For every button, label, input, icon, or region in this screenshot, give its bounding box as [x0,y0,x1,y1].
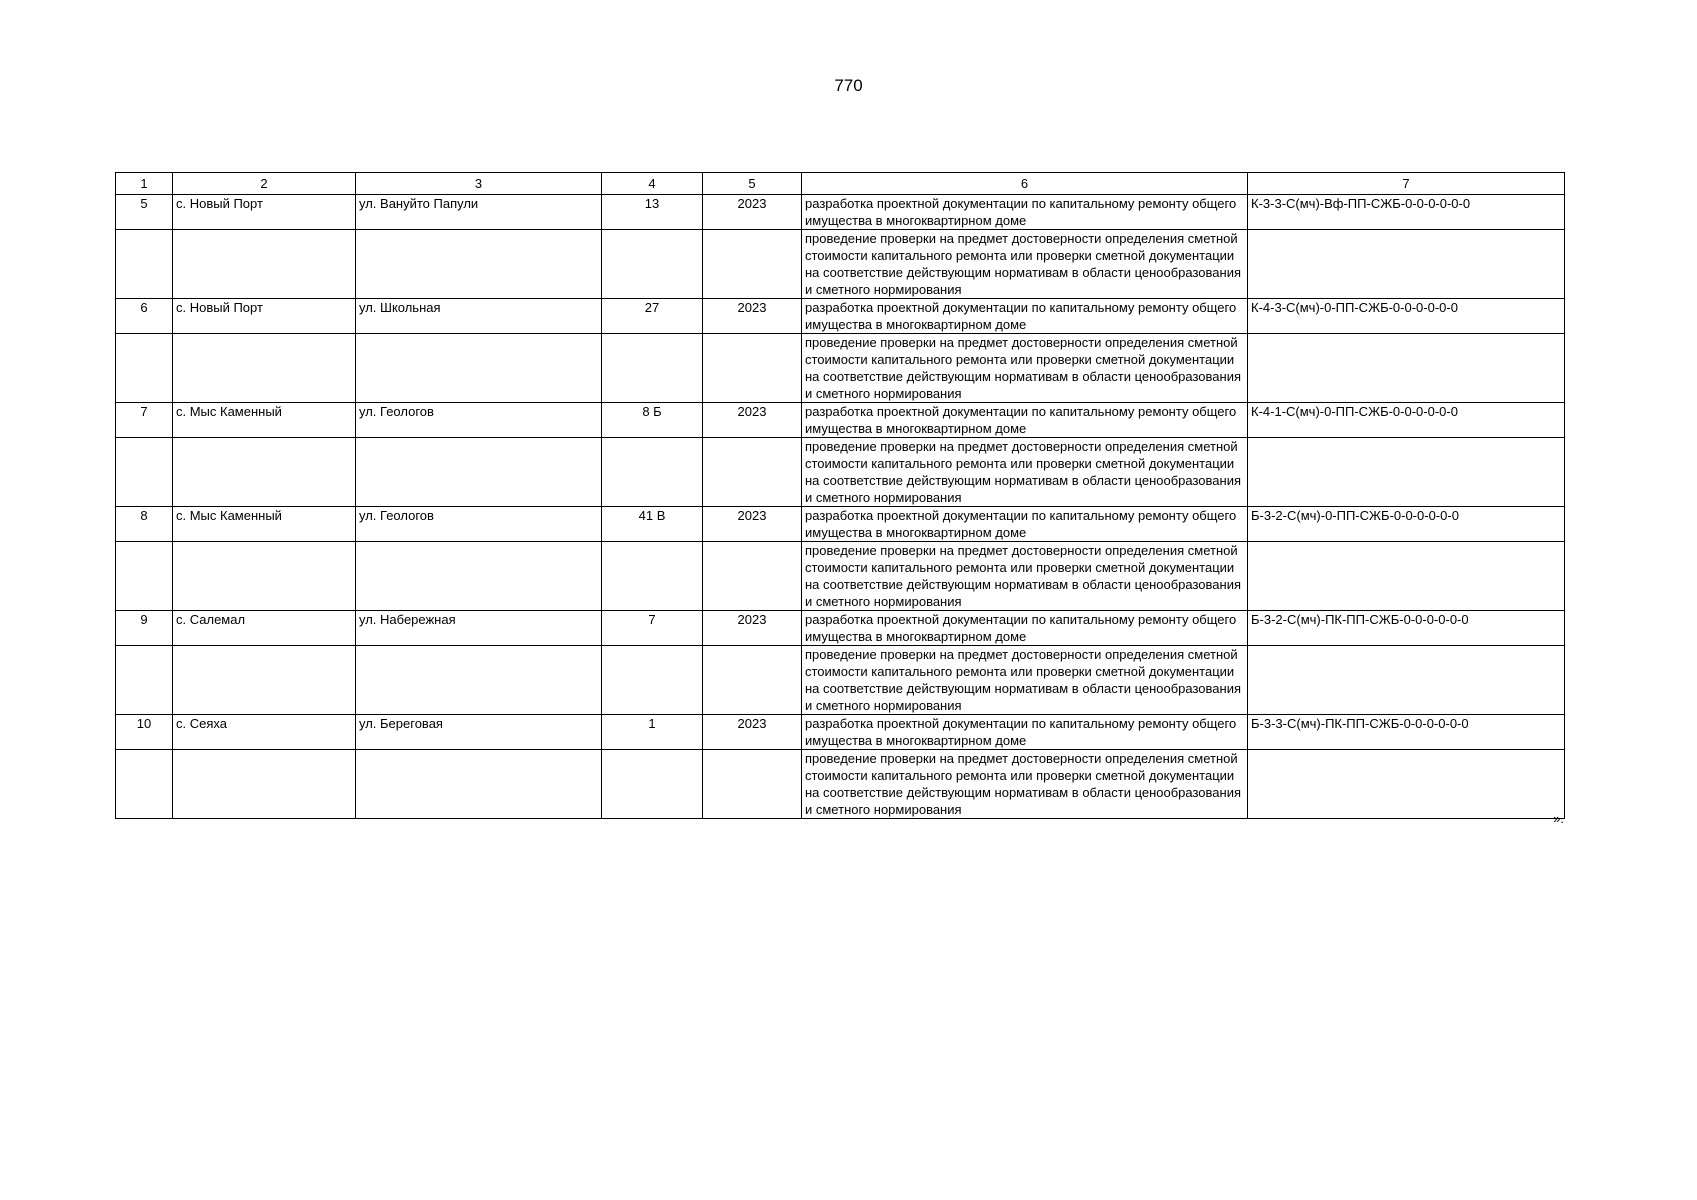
empty-cell [703,438,802,507]
column-header: 6 [802,173,1248,195]
check-cell: проведение проверки на предмет достоверности определения сметной стоимости капитального ремонта или проверки сметной документации на соответствие действующим нормативам в области ценообразования и сметного нормирования [802,334,1248,403]
column-header: 4 [602,173,703,195]
street-cell: ул. Набережная [356,611,602,646]
column-header: 3 [356,173,602,195]
empty-cell [356,542,602,611]
empty-cell [173,646,356,715]
empty-cell [703,334,802,403]
header-row [116,173,1565,195]
empty-cell [356,646,602,715]
work-cell: разработка проектной документации по капитальному ремонту общего имущества в многоквартирном доме [802,611,1248,646]
page-number: 770 [834,76,863,95]
empty-cell [602,750,703,819]
row-number: 6 [116,299,173,334]
column-header: 1 [116,173,173,195]
empty-cell [602,230,703,299]
table-row [116,507,1565,542]
street-cell: ул. Геологов [356,507,602,542]
work-cell: разработка проектной документации по капитальному ремонту общего имущества в многоквартирном доме [802,195,1248,230]
empty-cell [1248,750,1565,819]
row-number: 7 [116,403,173,438]
empty-cell [173,750,356,819]
empty-cell [356,750,602,819]
settlement-cell: с. Сеяха [173,715,356,750]
house-cell: 8 Б [602,403,703,438]
settlement-cell: с. Мыс Каменный [173,403,356,438]
empty-cell [116,230,173,299]
settlement-cell: с. Новый Порт [173,195,356,230]
table-row [116,403,1565,438]
code-cell: Б-3-2-С(мч)-0-ПП-СЖБ-0-0-0-0-0-0 [1248,507,1565,542]
year-cell: 2023 [703,507,802,542]
empty-cell [116,646,173,715]
check-cell: проведение проверки на предмет достоверности определения сметной стоимости капитального ремонта или проверки сметной документации на соответствие действующим нормативам в области ценообразования и сметного нормирования [802,542,1248,611]
row-number: 5 [116,195,173,230]
empty-cell [1248,646,1565,715]
empty-cell [173,230,356,299]
table-row [116,299,1565,334]
work-cell: разработка проектной документации по капитальному ремонту общего имущества в многоквартирном доме [802,299,1248,334]
empty-cell [1248,542,1565,611]
street-cell: ул. Береговая [356,715,602,750]
empty-cell [356,334,602,403]
house-cell: 13 [602,195,703,230]
empty-cell [1248,334,1565,403]
table-row-sub [116,334,1565,403]
column-header: 5 [703,173,802,195]
row-number: 10 [116,715,173,750]
check-cell: проведение проверки на предмет достоверности определения сметной стоимости капитального ремонта или проверки сметной документации на соответствие действующим нормативам в области ценообразования и сметного нормирования [802,750,1248,819]
table-row-sub [116,750,1565,819]
column-header: 7 [1248,173,1565,195]
settlement-cell: с. Салемал [173,611,356,646]
closing-quote-mark: ». [1553,811,1564,826]
row-number: 8 [116,507,173,542]
check-cell: проведение проверки на предмет достоверности определения сметной стоимости капитального ремонта или проверки сметной документации на соответствие действующим нормативам в области ценообразования и сметного нормирования [802,230,1248,299]
code-cell: Б-3-3-С(мч)-ПК-ПП-СЖБ-0-0-0-0-0-0 [1248,715,1565,750]
code-cell: Б-3-2-С(мч)-ПК-ПП-СЖБ-0-0-0-0-0-0 [1248,611,1565,646]
empty-cell [116,542,173,611]
table-row-sub [116,230,1565,299]
year-cell: 2023 [703,299,802,334]
code-cell: К-3-3-С(мч)-Вф-ПП-СЖБ-0-0-0-0-0-0 [1248,195,1565,230]
empty-cell [703,750,802,819]
table-row [116,611,1565,646]
empty-cell [173,334,356,403]
code-cell: К-4-1-С(мч)-0-ПП-СЖБ-0-0-0-0-0-0 [1248,403,1565,438]
street-cell: ул. Геологов [356,403,602,438]
empty-cell [356,438,602,507]
registry-table [115,172,1565,819]
empty-cell [602,438,703,507]
year-cell: 2023 [703,715,802,750]
empty-cell [602,542,703,611]
table-row-sub [116,438,1565,507]
street-cell: ул. Вануйто Папули [356,195,602,230]
year-cell: 2023 [703,611,802,646]
settlement-cell: с. Новый Порт [173,299,356,334]
table-row [116,195,1565,230]
empty-cell [703,542,802,611]
street-cell: ул. Школьная [356,299,602,334]
empty-cell [703,646,802,715]
empty-cell [1248,230,1565,299]
column-header: 2 [173,173,356,195]
year-cell: 2023 [703,195,802,230]
year-cell: 2023 [703,403,802,438]
empty-cell [173,438,356,507]
work-cell: разработка проектной документации по капитальному ремонту общего имущества в многоквартирном доме [802,507,1248,542]
check-cell: проведение проверки на предмет достоверности определения сметной стоимости капитального ремонта или проверки сметной документации на соответствие действующим нормативам в области ценообразования и сметного нормирования [802,646,1248,715]
empty-cell [173,542,356,611]
check-cell: проведение проверки на предмет достоверности определения сметной стоимости капитального ремонта или проверки сметной документации на соответствие действующим нормативам в области ценообразования и сметного нормирования [802,438,1248,507]
empty-cell [602,646,703,715]
table-row [116,715,1565,750]
settlement-cell: с. Мыс Каменный [173,507,356,542]
empty-cell [116,750,173,819]
code-cell: К-4-3-С(мч)-0-ПП-СЖБ-0-0-0-0-0-0 [1248,299,1565,334]
empty-cell [1248,438,1565,507]
row-number: 9 [116,611,173,646]
house-cell: 1 [602,715,703,750]
house-cell: 41 В [602,507,703,542]
empty-cell [703,230,802,299]
table-row-sub [116,542,1565,611]
house-cell: 27 [602,299,703,334]
empty-cell [116,334,173,403]
empty-cell [356,230,602,299]
empty-cell [116,438,173,507]
table-row-sub [116,646,1565,715]
work-cell: разработка проектной документации по капитальному ремонту общего имущества в многоквартирном доме [802,715,1248,750]
work-cell: разработка проектной документации по капитальному ремонту общего имущества в многоквартирном доме [802,403,1248,438]
house-cell: 7 [602,611,703,646]
empty-cell [602,334,703,403]
